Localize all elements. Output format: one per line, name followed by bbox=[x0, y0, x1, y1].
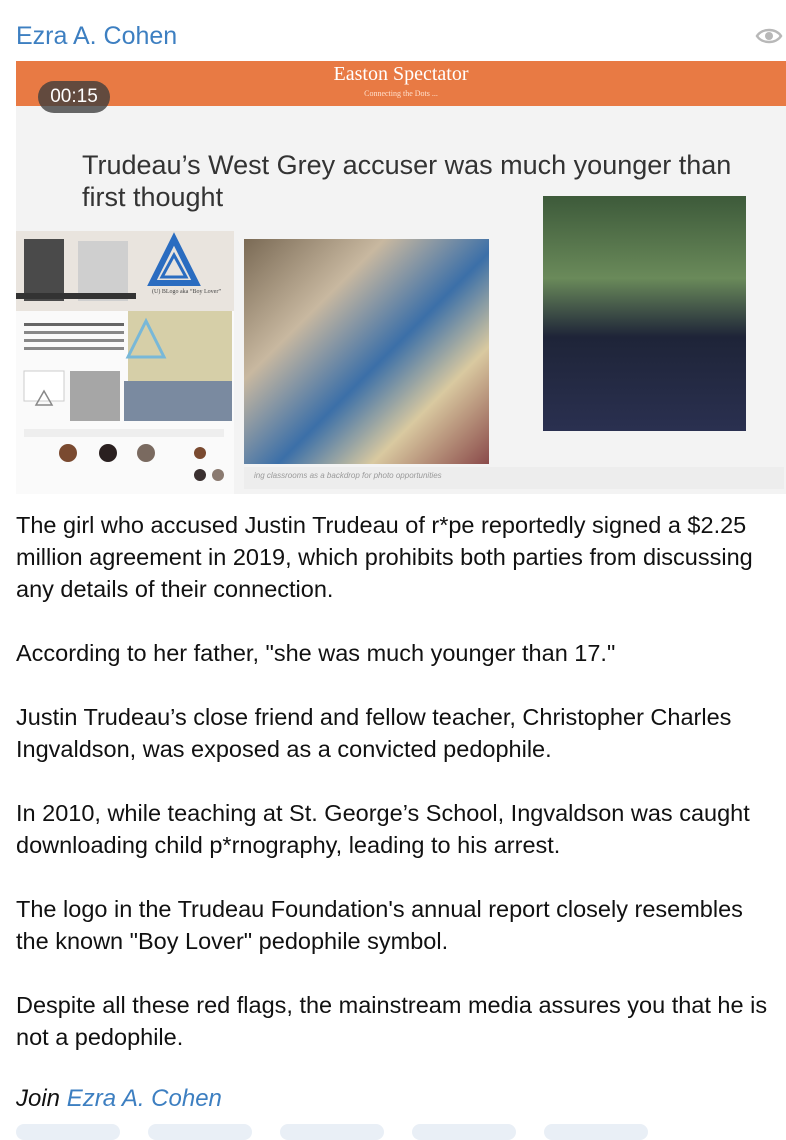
reaction-chip[interactable] bbox=[280, 1124, 384, 1140]
join-prefix: Join bbox=[16, 1085, 61, 1112]
photo-caption-strip bbox=[244, 467, 784, 489]
classroom-photo bbox=[244, 239, 489, 464]
author-name[interactable]: Ezra A. Cohen bbox=[16, 22, 178, 50]
post-paragraph: In 2010, while teaching at St. George’s School, Ingvaldson was caught downloading child p*rnography, leading to his arrest. bbox=[16, 800, 750, 858]
post-paragraph: The girl who accused Justin Trudeau of r*pe reportedly signed a $2.25 million agreement in 2019, which prohibits both parties from discussing any details of their connection. bbox=[16, 512, 753, 602]
video-banner bbox=[16, 61, 786, 106]
reaction-chip[interactable] bbox=[148, 1124, 252, 1140]
photo-caption: ing classrooms as a backdrop for photo opportunities bbox=[254, 471, 442, 480]
masthead-title: Easton Spectator bbox=[333, 63, 469, 85]
post-paragraph: Despite all these red flags, the mainstream media assures you that he is not a pedophile. bbox=[16, 992, 768, 1050]
join-channel-link[interactable]: Ezra A. Cohen bbox=[66, 1085, 222, 1112]
post-paragraph: Justin Trudeau’s close friend and fellow teacher, Christopher Charles Ingvaldson, was exposed as a convicted pedophile. bbox=[16, 704, 732, 762]
collage-caption-text: (U) BLogo aka “Boy Lover” bbox=[152, 289, 221, 295]
post-text bbox=[16, 509, 781, 1053]
eye-icon bbox=[755, 26, 783, 46]
reaction-chip[interactable] bbox=[16, 1124, 120, 1140]
post-paragraph: According to her father, "she was much younger than 17." bbox=[16, 640, 616, 666]
collage-graphic bbox=[16, 231, 234, 494]
reaction-chip[interactable] bbox=[412, 1124, 516, 1140]
reactions-bar bbox=[16, 1124, 781, 1132]
join-line bbox=[16, 1085, 222, 1113]
reaction-chip[interactable] bbox=[544, 1124, 648, 1140]
post-paragraph: The logo in the Trudeau Foundation's annual report closely resembles the known "Boy Lover" pedophile symbol. bbox=[16, 896, 743, 954]
masthead-tagline: Connecting the Dots ... bbox=[364, 89, 438, 98]
video-player[interactable] bbox=[16, 61, 786, 494]
speaker-photo bbox=[543, 196, 746, 431]
video-duration: 00:15 bbox=[38, 81, 110, 113]
article-headline: Trudeau’s West Grey accuser was much younger than first thought bbox=[82, 150, 732, 212]
collage-image bbox=[16, 231, 234, 494]
